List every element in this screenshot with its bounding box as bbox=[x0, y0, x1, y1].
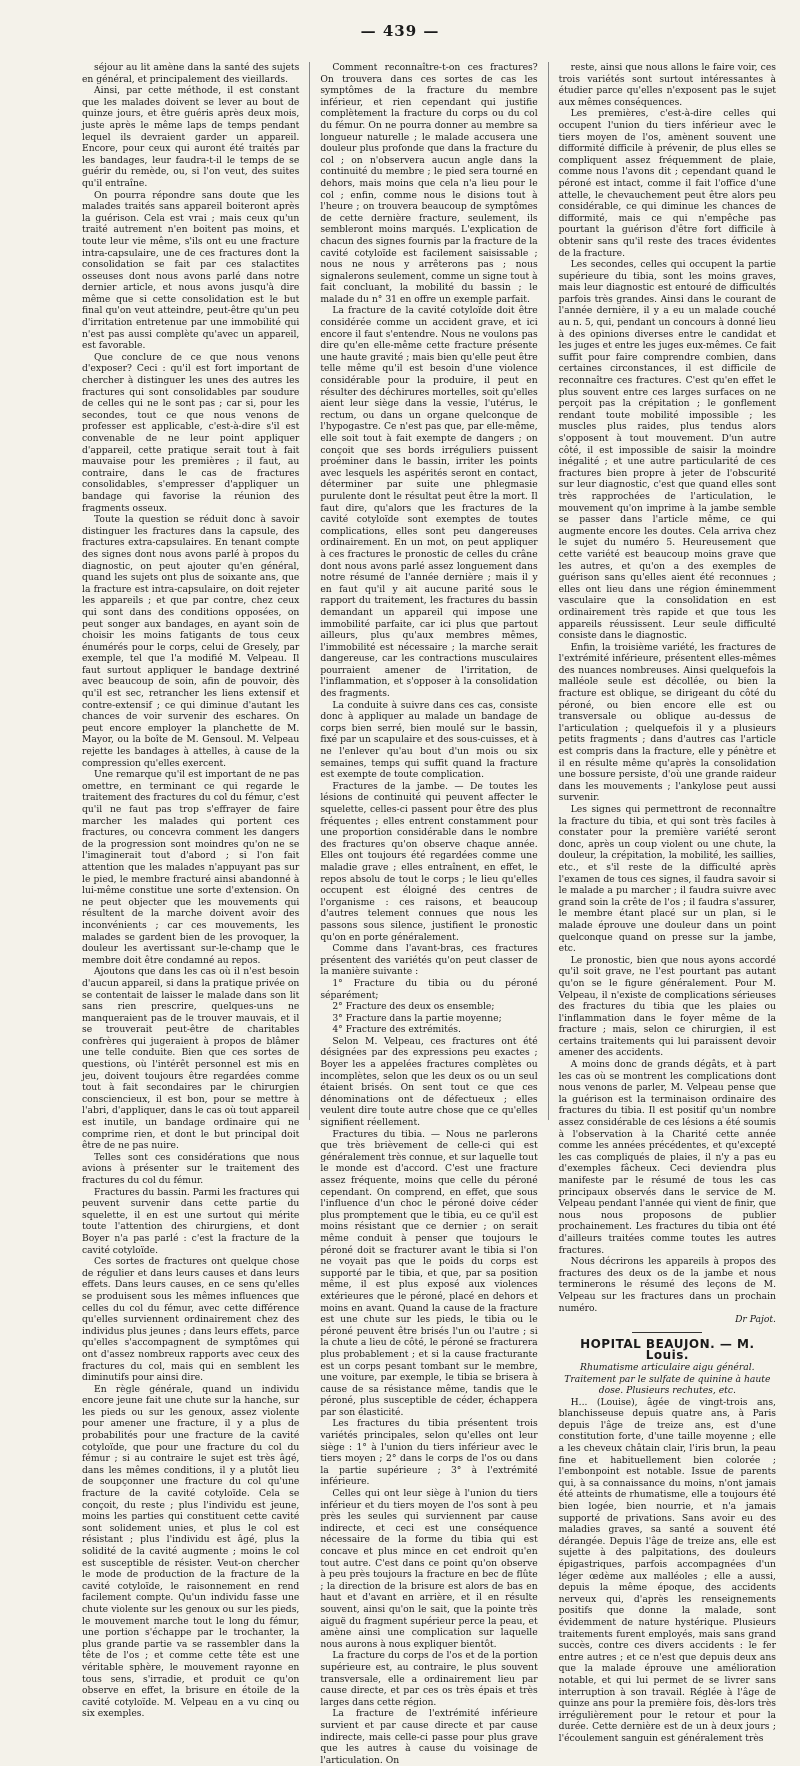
paragraph: Ainsi, par cette méthode, il est constant que les malades doivent se lever au bout de quinze jours, et être guéris après deux mois, juste après le même laps de temps pendant lequel ils devraient garder un appareil. Encore, pour ceux qui auront été traités par les bandages, leur faudra-t-il le temps de se guérir du remède, ou, si l'on veut, des suites qu'il entraîne. bbox=[82, 85, 300, 189]
paragraph: La fracture du corps de l'os et de la portion supérieure est, au contraire, le plus souvent transversale, elle a ordinairement lieu par cause directe, et par ces os très épais et très larges dans cette région. bbox=[320, 1650, 538, 1708]
left-column bbox=[82, 62, 300, 1720]
paragraph: Toute la question se réduit donc à savoir distinguer les fractures dans la capsule, des fractures extra-capsulaires. En tenant compte des signes dont nous avons parlé à propos du diagnostic, on peut ajouter qu'en général, quand les sujets ont plus de soixante ans, que la fracture est intra-capsulaire, on doit rejeter les appareils ; et que par contre, chez ceux qui sont dans des conditions opposées, on peut songer aux bandages, en ayant soin de choisir les moins fatigants de tous ceux énumérés pour le corps, celui de Gresely, par exemple, tel que l'a modifié M. Velpeau. Il faut surtout appliquer le bandage dextriné avec beaucoup de soin, afin de pouvoir, dès qu'il est sec, retrancher les liens extensif et contre-extensif ; ce qui diminue d'autant les chances de voir survenir des eschares. On peut encore employer la planchette de M. Mayor, ou la boîte de M. Gensoul. M. Velpeau rejette les bandages à attelles, à cause de la compression qu'elles exercent. bbox=[82, 514, 300, 769]
paragraph: Ces sortes de fractures ont quelque chose de régulier et dans leurs causes et dans leurs effets. Dans leurs causes, en ce sens qu'elles se produisent sous les mêmes influences que celles du col du fémur, avec cette différence qu'elles surviennent ordinairement chez des individus plus jeunes ; dans leurs effets, parce qu'elles s'accompagnent de symptômes qui ont d'assez nombreux rapports avec ceux des fractures du col, mais qui en semblent les diminutifs pour ainsi dire. bbox=[82, 1256, 300, 1384]
paragraph: Fractures du tibia. — Nous ne parlerons que très brièvement de celle-ci qui est généralement très connue, et sur laquelle tout le monde est d'accord. C'est une fracture assez fréquente, moins que celle du péroné cependant. On comprend, en effet, que sous l'influence d'un choc le péroné doive céder plus promptement que le tibia, eu ce qu'il est moins résistant que ce dernier ; on serait même conduit à penser que toujours le péroné doit se fracturer avant le tibia si l'on ne voyait pas que le poids du corps est supporté par le tibia, et que, par sa position même, il est plus exposé aux violences extérieures que le péroné, placé en dehors et moins en avant. Quand la cause de la fracture est une chute sur les pieds, le tibia ou le péroné peuvent être brisés l'un ou l'autre ; si la chute a lieu de côté, le péroné se fracturera plus probablement ; et si la cause fracturante est un corps pesant tombant sur le membre, une voiture, par exemple, le tibia se brisera à cause de sa résistance même, tandis que le péroné, plus susceptible de céder, échappera par son élasticité. bbox=[320, 1128, 538, 1418]
paragraph: reste, ainsi que nous allons le faire voir, ces trois variétés sont surtout intéressantes à étudier parce qu'elles n'exposent pas le sujet aux mêmes conséquences. bbox=[558, 62, 776, 108]
paragraph: 1° Fracture du tibia ou du péroné séparément; bbox=[320, 977, 538, 1001]
paragraph: Selon M. Velpeau, ces fractures ont été désignées par des expressions peu exactes ; Boyer les a appelées fractures complètes ou incomplètes, selon que les deux os ou un seul étaient brisés. On sent tout ce que ces dénominations ont de défectueux ; elles veulent dire toute autre chose que ce qu'elles signifient réellement. bbox=[320, 1035, 538, 1129]
article-body bbox=[559, 1397, 776, 1745]
section-rule bbox=[632, 1332, 702, 1333]
paragraph: Ajoutons que dans les cas où il n'est besoin d'aucun appareil, si dans la pratique privée on se contentait de laisser le malade dans son lit sans rien prescrire, quelques-uns ne manqueraient pas de le trouver mauvais, et il se trouverait peut-être de charitables confrères qui jugeraient à propos de blâmer une telle conduite. Bien que ces sortes de questions, où l'intérêt personnel est mis en jeu, doivent toujours être regardées comme tout à fait secondaires par le chirurgien consciencieux, il est bon, pour se mettre à l'abri, d'appliquer, dans le cas où tout appareil est inutile, un bandage ordinaire qui ne comprime rien, et dont le but principal doit être de ne pas nuire. bbox=[82, 966, 300, 1152]
paragraph: séjour au lit amène dans la santé des sujets en général, et principalement des vieillards. bbox=[82, 62, 300, 85]
paragraph: Les premières, c'est-à-dire celles qui occupent l'union du tiers inférieur avec le tiers moyen de l'os, amènent souvent une difformité difficile à prévenir, de plus elles se compliquent assez fréquemment de plaie, comme nous l'avons dit ; cependant quand le péroné est intact, comme il fait l'office d'une attelle, le chevauchement peut être alors peu considérable, ce qui diminue les chances de difformité, mais ce qui n'empêche pas pourtant la guérison d'être fort difficile à obtenir sans qu'il reste des traces évidentes de la fracture. bbox=[558, 108, 776, 259]
page-number: — 439 — bbox=[360, 22, 440, 40]
paragraph: Nous décrirons les appareils à propos des fractures des deux os de la jambe et nous terminerons le résumé des leçons de M. Velpeau sur les fractures dans un prochain numéro. bbox=[558, 1256, 776, 1314]
paragraph: La fracture de la cavité cotyloïde doit être considérée comme un accident grave, et ici encore il faut s'entendre. Nous ne voulons pas dire qu'en elle-même cette fracture présente une haute gravité ; mais bien qu'elle peut être telle même qu'il est besoin d'une violence considérable pour la produire, il peut en résulter des déchirures mortelles, soit qu'elles aient leur siège dans la vessie, l'utérus, le rectum, ou dans un organe quelconque de l'hypogastre. Ce n'est pas que, par elle-même, elle soit tout à fait exempte de dangers ; on conçoit que ses bords irréguliers puissent proéminer dans le bassin, irriter les points avec lesquels les aspérités seront en contact, déterminer par suite une phlegmasie purulente dont le résultat peut être la mort. Il faut dire, qu'alors que les fractures de la cavité cotyloïde sont exemptes de toutes complications, elles sont peu dangereuses ordinairement. En un mot, on peut appliquer à ces fractures le pronostic de celles du crâne dont nous avons parlé assez longuement dans notre résumé de l'année dernière ; mais il y en faut qu'il y ait aucune parité sous le rapport du traitement, les fractures du bassin demandant un appareil qui impose une immobilité parfaite, car ici plus que partout ailleurs, plus qu'aux membres mêmes, l'immobilité est nécessaire ; la marche serait dangereuse, car les contractions musculaires pourraient amener de l'irritation, de l'inflammation, et s'opposer à la consolidation des fragments. bbox=[320, 305, 538, 700]
paragraph: H... (Louise), âgée de vingt-trois ans, blanchisseuse depuis quatre ans, à Paris depuis l'âge de treize ans, est d'une constitution forte, d'une taille moyenne ; elle a les cheveux châtain clair, l'iris brun, la peau fine et habituellement bien colorée ; l'embonpoint est notable. Issue de parents qui, à sa connaissance du moins, n'ont jamais été atteints de rhumatisme, elle a toujours été bien logée, bien nourrie, et n'a jamais supporté de privations. Sans avoir eu des maladies graves, sa santé a souvent été dérangée. Depuis l'âge de treize ans, elle est sujette à des palpitations, des douleurs épigastriques, parfois accompagnées d'un léger œdème aux malléoles ; elle a aussi, depuis la même époque, des accidents nerveux qui, d'après les renseignements positifs que donne la malade, sont évidemment de nature hystérique. Plusieurs traitements furent employés, mais sans grand succès, contre ces divers accidents : le fer entre autres ; et ce n'est que depuis deux ans que la malade éprouve une amélioration notable, et qui lui permet de se livrer sans interruption à son travail. Réglée à l'âge de quinze ans pour la première fois, dès-lors très irrégulièrement pour le retour et pour la durée. Cette dernière est de un à deux jours ; l'écoulement sanguin est généralement très bbox=[558, 1396, 776, 1744]
paragraph: Comment reconnaître-t-on ces fractures? On trouvera dans ces sortes de cas les symptômes de la fracture du membre inférieur, et rien cependant qui justifie complètement la fracture du corps ou du col du fémur. On ne pourra donner au membre sa longueur naturelle ; le malade accusera une douleur plus profonde que dans la fracture du col ; on n'observera aucun angle dans la continuité du membre ; le pied sera tourné en dehors, mais moins que cela n'a lieu pour le col ; enfin, comme nous le disions tout à l'heure ; on trouvera beaucoup de symptômes de cette dernière fracture, seulement, ils sembleront moins marqués. L'explication de chacun des signes fournis par la fracture de la cavité cotyloïde est facilement saisissable ; nous ne nous y arrêterons pas ; nous signalerons seulement, comme un signe tout à fait concluant, la mobilité du bassin ; le malade du n° 31 en offre un exemple parfait. bbox=[320, 62, 538, 305]
paragraph: Fractures du bassin. Parmi les fractures qui peuvent survenir dans cette partie du squelette, il en est une surtout qui mérite toute l'attention des chirurgiens, et dont Boyer n'a pas parlé : c'est la fracture de la cavité cotyloïde. bbox=[82, 1186, 300, 1256]
paragraph: Celles qui ont leur siège à l'union du tiers inférieur et du tiers moyen de l'os sont à peu près les seules qui surviennent par cause indirecte, et ceci est une conséquence nécessaire de la forme du tibia qui est concave et plus mince en cet endroit qu'en tout autre. C'est dans ce point qu'on observe à peu près toujours la fracture en bec de flûte ; la direction de la brisure est alors de bas en haut et d'avant en arrière, et il en résulte souvent, ainsi qu'on le sait, que la pointe très aiguë du fragment supérieur perce la peau, et amène ainsi une complication sur laquelle nous aurons à nous expliquer bientôt. bbox=[320, 1488, 538, 1650]
paragraph: Les secondes, celles qui occupent la partie supérieure du tibia, sont les moins graves, mais leur diagnostic est entouré de difficultés parfois très grandes. Ainsi dans le courant de l'année dernière, il y a eu un malade couché au n. 5, qui, pendant un concours à donné lieu à des opinions diverses entre le candidat et les juges et entre les juges eux-mêmes. Ce fait suffit pour faire comprendre combien, dans certaines circonstances, il est difficile de reconnaître ces fractures. C'est qu'en effet le plus souvent entre ces larges surfaces on ne perçoit pas la crépitation ; le gonflement rendant toute mobilité impossible ; les muscles plus raides, plus tendus alors s'opposent à tout mouvement. D'un autre côté, il est impossible de saisir la moindre inégalité ; et une autre particularité de ces fractures bien propre à jeter de l'obscurité sur leur diagnostic, c'est que quand elles sont très rapprochées de l'articulation, le mouvement qu'on imprime à la jambe semble se passer dans l'article même, ce qui augmente encore les doutes. Cela arriva chez le sujet du numéro 5. Heureusement que cette variété est beaucoup moins grave que les autres, et qu'on a des exemples de guérison sans qu'elles aient été reconnues ; elles ont lieu dans une région éminemment vasculaire que la consolidation en est ordinairement très rapide et que tous les appareils réussissent. Leur seule difficulté consiste dans le diagnostic. bbox=[558, 259, 776, 642]
columns bbox=[82, 62, 776, 1766]
paragraph: Fractures de la jambe. — De toutes les lésions de continuité qui peuvent affecter le squelette, celles-ci passent pour être des plus fréquentes ; elles entrent constamment pour une proportion considérable dans le nombre des fractures qu'on observe chaque année. Elles ont toujours été regardées comme une maladie grave ; elles entraînent, en effet, le repos absolu de tout le corps ; le lieu qu'elles occupent est éloigné des centres de l'organisme : ces raisons, et beaucoup d'autres telement connues que nous les passons sous silence, justifient le pronostic qu'on en porte généralement. bbox=[320, 780, 538, 943]
paragraph: Comme dans l'avant-bras, ces fractures présentent des variétés qu'on peut classer de la manière suivante : bbox=[320, 943, 538, 978]
paragraph: La fracture de l'extrémité inférieure survient et par cause directe et par cause indirecte, mais celle-ci passe pour plus grave que les autres à cause du voisinage de l'articulation. On bbox=[320, 1708, 538, 1766]
right-column bbox=[558, 62, 776, 1744]
paragraph: 3° Fracture dans la partie moyenne; bbox=[332, 1012, 502, 1024]
paragraph: Que conclure de ce que nous venons d'exposer? Ceci : qu'il est fort important de chercher à distinguer les unes des autres les fractures qui sont consolidables par soudure de celles qui ne le sont pas ; car si, pour les secondes, tout ce que nous venons de professer est applicable, c'est-à-dire s'il est convenable de ne leur point appliquer d'appareil, cette pratique serait tout à fait mauvaise pour les premières ; il faut, au contraire, dans le cas de fractures consolidables, s'empresser d'appliquer un bandage qui favorise la réunion des fragments osseux. bbox=[82, 351, 300, 514]
paragraph: Telles sont ces considérations que nous avions à présenter sur le traitement des fractures du col du fémur. bbox=[82, 1151, 300, 1186]
paragraph: Le pronostic, bien que nous ayons accordé qu'il soit grave, ne l'est pourtant pas autant qu'on se le figure généralement. Pour M. Velpeau, il n'existe de complications sérieuses des fractures du tibia que les plaies ou l'inflammation dans le foyer même de la fracture ; mais, selon ce chirurgien, il est certains traitements qui lui paraissent devoir amener des accidents. bbox=[558, 954, 776, 1059]
column-divider bbox=[548, 62, 549, 1120]
paragraph: A moins donc de grands dégâts, et à part les cas où se montrent les complications dont nous venons de parler, M. Velpeau pense que la guérison est la terminaison ordinaire des fractures du tibia. Il est positif qu'un nombre assez considérable de ces lésions a été soumis à l'observation à la Charité cette année comme les années précédentes, et qu'excepté les cas compliqués de plaies, il n'y a pas eu d'exemples fâcheux. Ceci deviendra plus manifeste par le résumé de tous les cas principaux observés dans le service de M. Velpeau pendant l'année qui vient de finir, que nous nous proposons de publier prochainement. Les fractures du tibia ont été d'ailleurs traitées comme toutes les autres fractures. bbox=[558, 1059, 776, 1256]
paragraph: Une remarque qu'il est important de ne pas omettre, en terminant ce qui regarde le traitement des fractures du col du fémur, c'est qu'il ne faut pas trop s'effrayer de faire marcher les malades qui portent ces fractures, ou concevra comment les dangers de la progression sont moindres qu'on ne se l'imaginerait tout d'abord ; si l'on fait attention que les malades n'appuyant pas sur le pied, le membre fracturé ainsi abandonné à lui-même constitue une sorte d'extension. On ne peut objecter que les mouvements qui résultent de la marche doivent avoir des inconvénients ; car ces mouvements, les malades se gardent bien de les provoquer, la douleur les avertissant sur-le-champ que le membre doit être condamné au repos. bbox=[82, 769, 300, 966]
paragraph: Les signes qui permettront de reconnaître la fracture du tibia, et qui sont très faciles à constater pour la première variété seront donc, après un coup violent ou une chute, la douleur, la crépitation, la mobilité, les saillies, etc., et s'il reste de la difficulté après l'examen de tous ces signes, il faudra savoir si le malade a pu marcher ; il faudra suivre avec grand soin la crête de l'os ; il faudra s'assurer, le membre étant placé sur un plan, si le malade éprouve une douleur dans un point quelconque quand on presse sur la jambe, etc. bbox=[558, 804, 776, 955]
paragraph: 2° Fracture des deux os ensemble; bbox=[332, 1001, 495, 1013]
paragraph: Les fractures du tibia présentent trois variétés principales, selon qu'elles ont leur siège : 1° à l'union du tiers inférieur avec le tiers moyen ; 2° dans le corps de l'os ou dans la partie supérieure ; 3° à l'extrémité inférieure. bbox=[320, 1418, 538, 1488]
middle-column bbox=[320, 62, 538, 1766]
right-column-text bbox=[559, 62, 776, 1314]
paragraph: 4° Fracture des extrémités. bbox=[332, 1024, 461, 1036]
paragraph: En règle générale, quand un individu encore jeune fait une chute sur la hanche, sur les pieds ou sur les genoux, assez violente pour amener une fracture, il y a plus de probabilités pour une fracture de la cavité cotyloïde, que pour une fracture du col du fémur ; si au contraire le sujet est très âgé, dans les mêmes conditions, il y a plutôt lieu de soupçonner une fracture du col qu'une fracture de la cavité cotyloïde. Cela se conçoit, du reste ; plus l'individu est jeune, moins les parties qui constituent cette cavité sont solidement unies, et plus le col est résistant ; plus l'individu est âgé, plus la solidité de la cavité augmente ; moins le col est susceptible de résister. Veut-on chercher le mode de production de la fracture de la cavité cotyloïde, le raisonnement en rend facilement compte. Qu'un individu fasse une chute violente sur les genoux ou sur les pieds, le mouvement marche tout le long du fémur, une portion s'échappe par le trochanter, la plus grande partie va se rassembler dans la tête de l'os ; et comme cette tête est une véritable sphère, le mouvement rayonne en tous sens, s'irradie, et produit ce qu'on observe en effet, la brisure en étoile de la cavité cotyloïde. M. Velpeau en a vu cinq ou six exemples. bbox=[82, 1383, 300, 1720]
article-title: HOPITAL BEAUJON. — M. Louis. bbox=[580, 1336, 755, 1363]
column-divider bbox=[309, 62, 310, 1120]
article-subtitle: Rhumatisme articulaire aigu général. Traitement par le sulfate de quinine à haute dose. Plusieurs rechutes, etc. bbox=[564, 1361, 771, 1397]
author-signature: Dr Pajot. bbox=[735, 1314, 776, 1326]
paragraph: On pourra répondre sans doute que les malades traités sans appareil boiteront après la guérison. Cela est vrai ; mais ceux qu'un traité autrement n'en boitent pas moins, et toute leur vie même, s'ils ont eu une fracture intra-capsulaire, une de ces fractures dont la consolidation se fait par ces stalactites osseuses dont nous avons parlé dans notre dernier article, et nous avons jusqu'à dire même que si cette consolidation est le but final qu'on veut atteindre, peut-être qu'un peu d'irritation entretenue par une immobilité qui n'est pas aussi complète qu'avec un appareil, est favorable. bbox=[82, 189, 300, 352]
paragraph: La conduite à suivre dans ces cas, consiste donc à appliquer au malade un bandage de corps bien serré, bien moulé sur le bassin, fixé par un scapulaire et des sous-cuisses, et à ne l'enlever qu'au bout d'un mois ou six semaines, temps qui suffit quand la fracture est exempte de toute complication. bbox=[320, 699, 538, 781]
paragraph: Enfin, la troisième variété, les fractures de l'extrémité inférieure, présentent elles-mêmes des nuances nombreuses. Ainsi quelquefois la malléole seule est décollée, ou bien la fracture est oblique, se dirigeant du côté du péroné, ou bien encore elle est ou transversale ou oblique au-dessus de l'articulation ; quelquefois il y a plusieurs petits fragments ; dans d'autres cas l'article est compris dans la fracture, elle y pénètre et il en résulte même qu'après la consolidation une bossure persiste, d'où une grande raideur dans les mouvements ; l'ankylose peut aussi survenir. bbox=[558, 641, 776, 804]
